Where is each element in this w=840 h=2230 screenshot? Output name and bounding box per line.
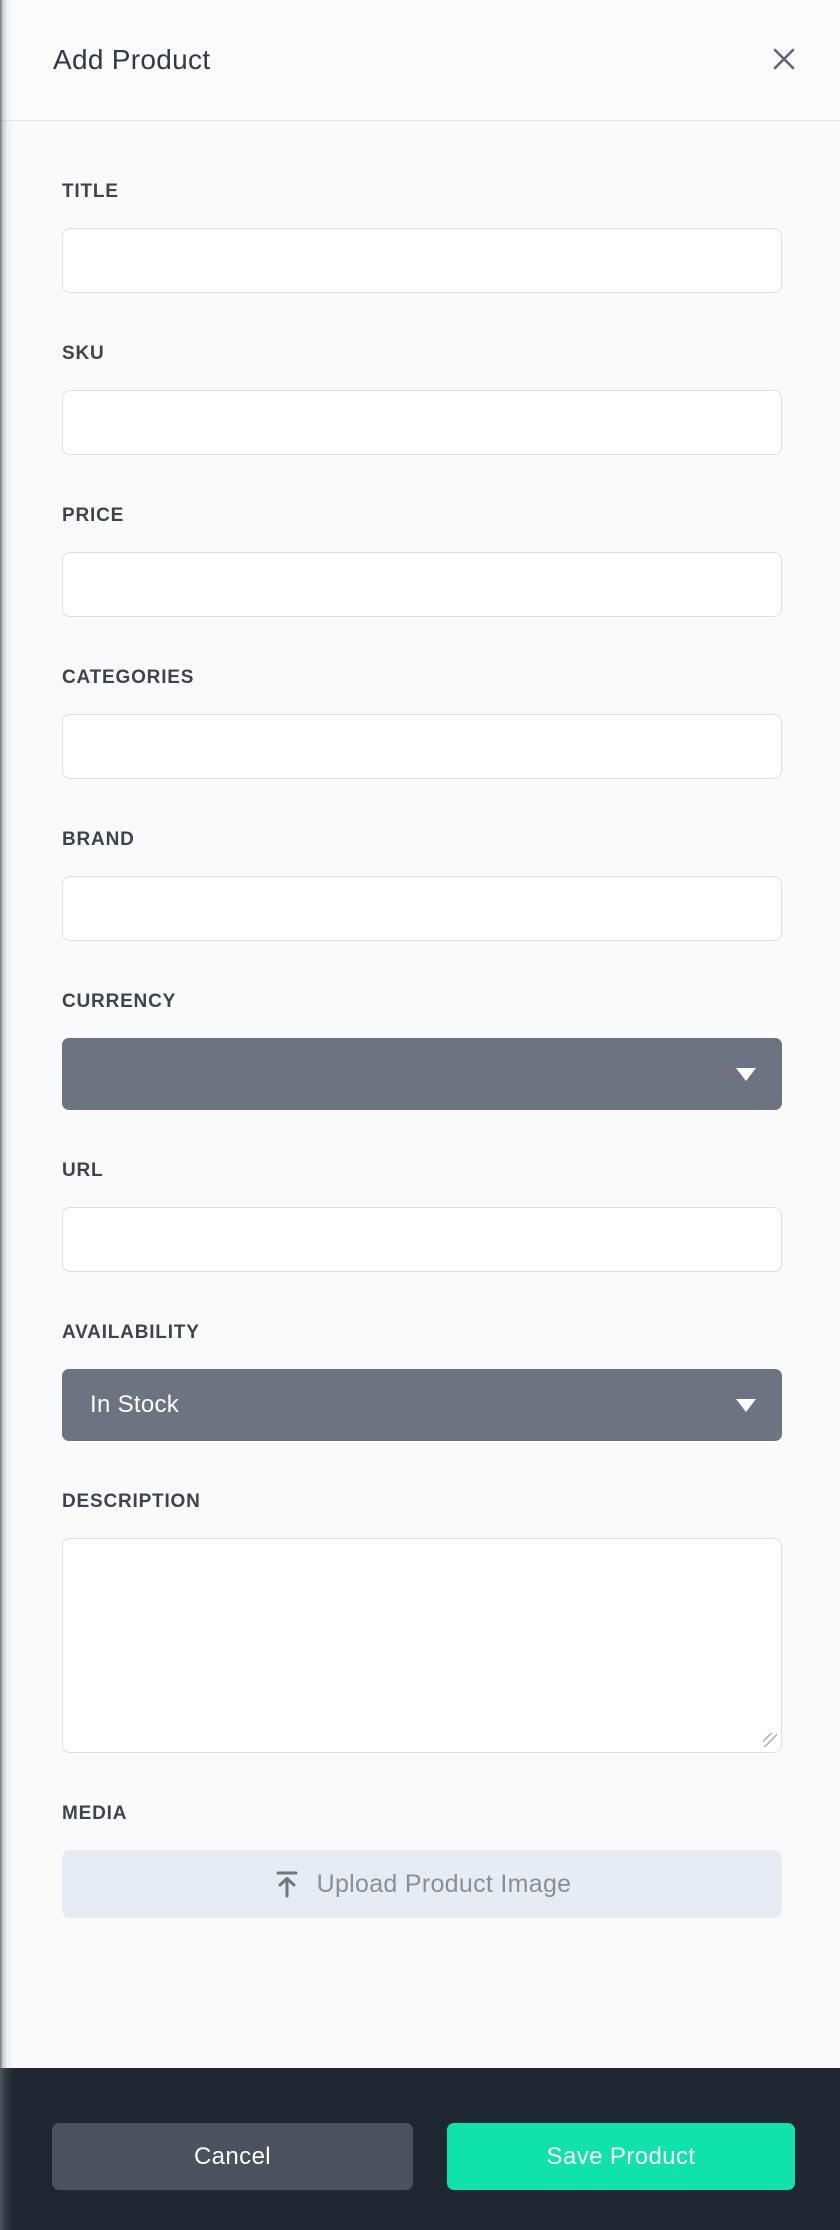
upload-button-label: Upload Product Image [316,1869,572,1898]
page-title: Add Product [53,44,211,75]
save-button-label: Save Product [546,2142,696,2170]
description-label: DESCRIPTION [62,1491,201,1512]
availability-label: AVAILABILITY [62,1322,200,1343]
field-url [62,1160,782,1272]
field-media [62,1803,782,1918]
upload-icon [273,1869,301,1899]
close-icon [771,46,797,75]
brand-label: BRAND [62,829,135,850]
field-availability [62,1322,782,1441]
cancel-button[interactable] [52,2123,413,2190]
title-label: TITLE [62,181,119,202]
media-label: MEDIA [62,1803,128,1824]
chevron-down-icon [736,1068,756,1081]
upload-product-image-button[interactable] [62,1850,782,1918]
sku-input[interactable] [62,390,782,455]
field-categories [62,667,782,779]
close-button[interactable] [764,40,804,80]
chevron-down-icon [736,1399,756,1412]
field-price [62,505,782,617]
field-sku [62,343,782,455]
field-title [62,181,782,293]
price-input[interactable] [62,552,782,617]
availability-select[interactable] [62,1369,782,1441]
currency-label: CURRENCY [62,991,177,1012]
drawer-header [0,0,840,121]
sku-label: SKU [62,343,105,364]
url-label: URL [62,1160,104,1181]
field-currency [62,991,782,1110]
cancel-button-label: Cancel [193,2142,272,2170]
categories-input[interactable] [62,714,782,779]
price-label: PRICE [62,505,125,526]
drawer-footer [0,2068,840,2230]
availability-selected-value: In Stock [90,1391,180,1418]
description-textarea[interactable] [62,1538,782,1753]
categories-label: CATEGORIES [62,667,195,688]
url-input[interactable] [62,1207,782,1272]
field-description [62,1491,782,1753]
field-brand [62,829,782,941]
brand-input[interactable] [62,876,782,941]
currency-select[interactable] [62,1038,782,1110]
save-product-button[interactable] [447,2123,795,2190]
title-input[interactable] [62,228,782,293]
add-product-form [0,181,840,1918]
